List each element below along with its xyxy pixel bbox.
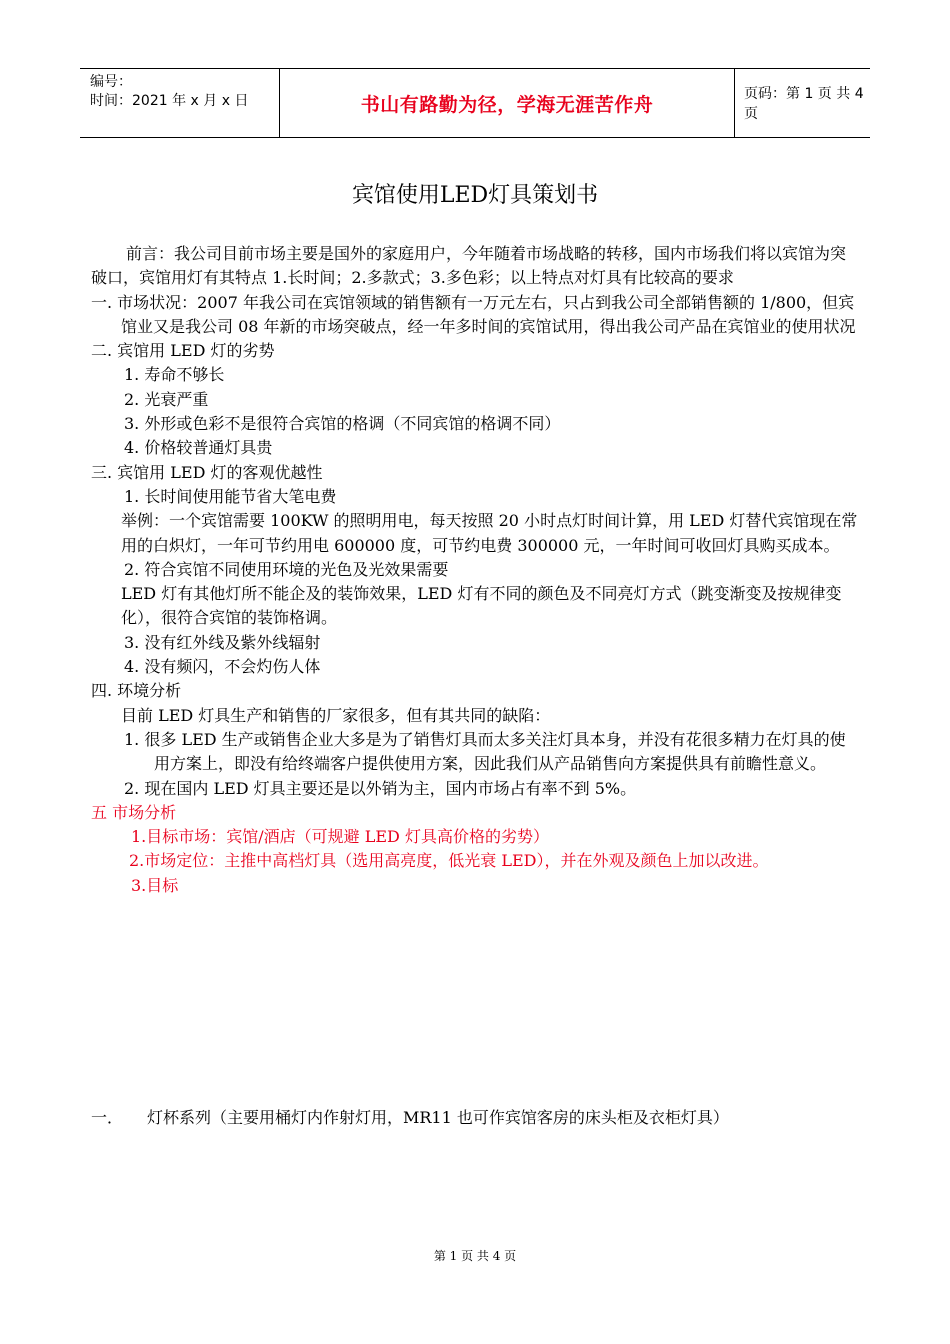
page-footer: 第 1 页 共 4 页: [433, 1249, 517, 1263]
header-middle-cell: [280, 69, 735, 137]
section-2-item-2: 2. 光衰严重: [124, 389, 209, 409]
section-3-item-1: 1. 长时间使用能节省大笔电费: [124, 486, 337, 506]
header-table: [80, 68, 870, 138]
header-left-cell: [80, 69, 280, 137]
section-1-market-status: 一. 市场状况：2007 年我公司在宾馆领域的销售额有一万元左右，只占到我公司全部销售额的 1/800，但宾馆业又是我公司 08 年新的市场突破点，经一年多时间的宾馆试用，得出我公司产品在宾馆业的使用状况: [91, 292, 856, 336]
section-5-item-2: 2.市场定位：主推中高档灯具（选用高亮度，低光衰 LED），并在外观及颜色上加以改进。: [129, 851, 769, 871]
doc-number-label: 编号：: [90, 74, 132, 90]
section-4-item-2: 2. 现在国内 LED 灯具主要还是以外销为主，国内市场占有率不到 5%。: [124, 778, 637, 798]
section-6-number: 一．: [91, 1108, 124, 1127]
section-2-item-1: 1. 寿命不够长: [124, 365, 225, 385]
section-3-item-2: 2. 符合宾馆不同使用环境的光色及光效果需要: [124, 559, 449, 579]
motto: 书山有路勤为径，学海无涯苦作舟: [360, 93, 654, 116]
section-5-item-1: 1.目标市场：宾馆/酒店（可规避 LED 灯具高价格的劣势）: [131, 827, 549, 847]
section-3-heading: 三. 宾馆用 LED 灯的客观优越性: [91, 462, 323, 482]
section-4-heading: 四. 环境分析: [91, 681, 182, 701]
section-2-item-4: 4. 价格较普通灯具贵: [124, 438, 273, 458]
date-label: 时间：2021 年 x 月 x 日: [90, 93, 249, 109]
section-3-item-2-text: LED 灯有其他灯所不能企及的装饰效果，LED 灯有不同的颜色及不同亮灯方式（跳变渐变及按规律变化），很符合宾馆的装饰格调。: [121, 584, 842, 628]
document-body: [91, 242, 861, 898]
section-3-item-4: 4. 没有频闪，不会灼伤人体: [124, 657, 321, 677]
section-5-heading: 五 市场分析: [91, 802, 177, 822]
section-6-text: 灯杯系列（主要用桶灯内作射灯用，MR11 也可作宾馆客房的床头柜及衣柜灯具）: [147, 1108, 729, 1127]
section-4-intro: 目前 LED 灯具生产和销售的厂家很多，但有其共同的缺陷：: [121, 705, 551, 725]
section-3-example: 举例：一个宾馆需要 100KW 的照明用电，每天按照 20 小时点灯时间计算，用 LED 灯替代宾馆现在常用的白炽灯，一年可节约用电 600000 度，可节约电费 300000 元，一年时间可收回灯具购买成本。: [121, 511, 858, 555]
section-6-line: [91, 1105, 729, 1128]
header-right-cell: [734, 69, 870, 137]
document-title: 宾馆使用LED灯具策划书: [351, 183, 599, 208]
section-4-item-1: 1. 很多 LED 生产或销售企业大多是为了销售灯具而太多关注灯具本身，并没有花很多精力在灯具的使用方案上，即没有给终端客户提供使用方案，因此我们从产品销售向方案提供具有前瞻性意义。: [124, 729, 846, 774]
section-2-item-3: 3. 外形或色彩不是很符合宾馆的格调（不同宾馆的格调不同）: [124, 414, 561, 434]
section-2-heading: 二. 宾馆用 LED 灯的劣势: [91, 341, 275, 361]
page-info: 页码：第 1 页 共 4 页: [744, 86, 864, 122]
section-5-item-3: 3.目标: [131, 875, 179, 895]
preface-paragraph: 前言：我公司目前市场主要是国外的家庭用户，今年随着市场战略的转移，国内市场我们将以宾馆为突破口，宾馆用灯有其特点 1.长时间；2.多款式；3.多色彩；以上特点对灯具有比较高的要求: [91, 244, 847, 288]
section-3-item-3: 3. 没有红外线及紫外线辐射: [124, 632, 321, 652]
